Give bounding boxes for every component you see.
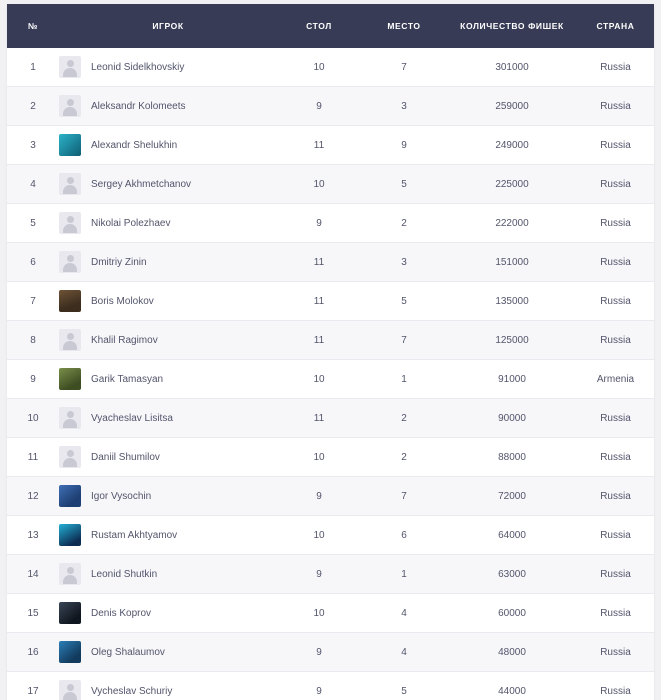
cell-player[interactable]: [59, 243, 277, 282]
user-placeholder-icon: [59, 212, 81, 234]
cell-place: 2: [361, 438, 447, 477]
table-body: [7, 48, 654, 700]
cell-table: 9: [277, 633, 361, 672]
player-cell: [59, 329, 277, 351]
user-placeholder-icon: [59, 680, 81, 700]
user-silhouette-icon: [59, 407, 81, 429]
user-placeholder-icon: [59, 56, 81, 78]
cell-country: Russia: [577, 672, 654, 700]
player-cell: [59, 407, 277, 429]
avatar: [59, 602, 81, 624]
player-name: Denis Koprov: [91, 607, 152, 619]
cell-rank: 2: [7, 87, 59, 126]
column-header-player[interactable]: ИГРОК: [59, 4, 277, 48]
player-name: Leonid Sidelkhovskiy: [91, 61, 185, 73]
table-header: [7, 4, 654, 48]
player-name: Leonid Shutkin: [91, 568, 158, 580]
cell-chips: 135000: [447, 282, 577, 321]
player-name: Alexandr Shelukhin: [91, 139, 178, 151]
cell-rank: 15: [7, 594, 59, 633]
cell-player[interactable]: [59, 282, 277, 321]
cell-country: Russia: [577, 555, 654, 594]
table-row[interactable]: [7, 438, 654, 477]
column-header-number[interactable]: №: [7, 4, 59, 48]
avatar: [59, 641, 81, 663]
player-cell: [59, 56, 277, 78]
player-cell: [59, 563, 277, 585]
cell-chips: 60000: [447, 594, 577, 633]
cell-player[interactable]: [59, 555, 277, 594]
user-placeholder-icon: [59, 95, 81, 117]
user-silhouette-icon: [59, 251, 81, 273]
cell-rank: 1: [7, 48, 59, 87]
player-cell: [59, 485, 277, 507]
user-placeholder-icon: [59, 407, 81, 429]
cell-place: 5: [361, 282, 447, 321]
player-name: Rustam Akhtyamov: [91, 529, 178, 541]
cell-table: 10: [277, 165, 361, 204]
cell-table: 10: [277, 516, 361, 555]
cell-chips: 64000: [447, 516, 577, 555]
cell-table: 9: [277, 672, 361, 700]
user-silhouette-icon: [59, 446, 81, 468]
player-name: Garik Tamasyan: [91, 373, 164, 385]
ranking-table: [7, 4, 654, 700]
player-name: Boris Molokov: [91, 295, 154, 307]
cell-place: 6: [361, 516, 447, 555]
player-cell: [59, 680, 277, 700]
cell-chips: 125000: [447, 321, 577, 360]
player-cell: [59, 173, 277, 195]
cell-place: 7: [361, 321, 447, 360]
column-header-country[interactable]: СТРАНА: [577, 4, 654, 48]
user-silhouette-icon: [59, 56, 81, 78]
cell-place: 5: [361, 165, 447, 204]
cell-rank: 8: [7, 321, 59, 360]
cell-place: 3: [361, 87, 447, 126]
player-cell: [59, 524, 277, 546]
cell-player[interactable]: [59, 399, 277, 438]
user-placeholder-icon: [59, 173, 81, 195]
cell-place: 2: [361, 399, 447, 438]
avatar: [59, 134, 81, 156]
table-row[interactable]: [7, 165, 654, 204]
cell-rank: 5: [7, 204, 59, 243]
cell-place: 7: [361, 48, 447, 87]
cell-player[interactable]: [59, 165, 277, 204]
player-name: Khalil Ragimov: [91, 334, 158, 346]
table-row[interactable]: [7, 477, 654, 516]
player-cell: [59, 641, 277, 663]
cell-player[interactable]: [59, 438, 277, 477]
cell-country: Russia: [577, 477, 654, 516]
cell-player[interactable]: [59, 204, 277, 243]
table-row[interactable]: [7, 360, 654, 399]
cell-country: Russia: [577, 165, 654, 204]
cell-chips: 151000: [447, 243, 577, 282]
cell-table: 9: [277, 204, 361, 243]
user-placeholder-icon: [59, 563, 81, 585]
table-row[interactable]: [7, 87, 654, 126]
player-name: Nikolai Polezhaev: [91, 217, 171, 229]
table-row[interactable]: [7, 399, 654, 438]
cell-rank: 16: [7, 633, 59, 672]
cell-chips: 90000: [447, 399, 577, 438]
cell-place: 5: [361, 672, 447, 700]
column-header-chips[interactable]: КОЛИЧЕСТВО ФИШЕК: [447, 4, 577, 48]
cell-rank: 6: [7, 243, 59, 282]
cell-table: 9: [277, 555, 361, 594]
cell-rank: 12: [7, 477, 59, 516]
cell-country: Russia: [577, 516, 654, 555]
cell-table: 10: [277, 360, 361, 399]
cell-chips: 259000: [447, 87, 577, 126]
cell-rank: 9: [7, 360, 59, 399]
user-silhouette-icon: [59, 95, 81, 117]
cell-place: 7: [361, 477, 447, 516]
cell-table: 10: [277, 438, 361, 477]
cell-player[interactable]: [59, 594, 277, 633]
table-row[interactable]: [7, 282, 654, 321]
user-placeholder-icon: [59, 251, 81, 273]
user-placeholder-icon: [59, 329, 81, 351]
player-name: Vycheslav Schuriy: [91, 685, 173, 697]
player-cell: [59, 446, 277, 468]
cell-chips: 44000: [447, 672, 577, 700]
cell-rank: 4: [7, 165, 59, 204]
column-header-table[interactable]: СТОЛ: [277, 4, 361, 48]
table-row[interactable]: [7, 243, 654, 282]
cell-table: 11: [277, 321, 361, 360]
cell-player[interactable]: [59, 477, 277, 516]
avatar: [59, 368, 81, 390]
cell-table: 11: [277, 126, 361, 165]
player-name: Daniil Shumilov: [91, 451, 160, 463]
cell-chips: 222000: [447, 204, 577, 243]
avatar: [59, 290, 81, 312]
table-row[interactable]: [7, 555, 654, 594]
table-row[interactable]: [7, 321, 654, 360]
column-header-place[interactable]: МЕСТО: [361, 4, 447, 48]
table-header-row: [7, 4, 654, 48]
user-silhouette-icon: [59, 173, 81, 195]
cell-country: Russia: [577, 321, 654, 360]
table-row[interactable]: [7, 516, 654, 555]
player-name: Dmitriy Zinin: [91, 256, 147, 268]
cell-place: 1: [361, 360, 447, 399]
cell-place: 9: [361, 126, 447, 165]
user-silhouette-icon: [59, 563, 81, 585]
cell-country: Russia: [577, 87, 654, 126]
cell-table: 10: [277, 48, 361, 87]
cell-rank: 11: [7, 438, 59, 477]
player-cell: [59, 134, 277, 156]
cell-table: 11: [277, 399, 361, 438]
cell-country: Russia: [577, 282, 654, 321]
cell-table: 9: [277, 477, 361, 516]
ranking-table-container: [7, 4, 654, 700]
cell-player[interactable]: [59, 516, 277, 555]
cell-chips: 225000: [447, 165, 577, 204]
cell-country: Russia: [577, 243, 654, 282]
player-name: Vyacheslav Lisitsa: [91, 412, 173, 424]
cell-country: Russia: [577, 633, 654, 672]
cell-place: 4: [361, 594, 447, 633]
cell-country: Russia: [577, 126, 654, 165]
cell-chips: 88000: [447, 438, 577, 477]
cell-table: 9: [277, 87, 361, 126]
player-cell: [59, 251, 277, 273]
cell-rank: 3: [7, 126, 59, 165]
cell-rank: 17: [7, 672, 59, 700]
cell-chips: 63000: [447, 555, 577, 594]
cell-chips: 91000: [447, 360, 577, 399]
cell-rank: 13: [7, 516, 59, 555]
avatar: [59, 485, 81, 507]
user-silhouette-icon: [59, 680, 81, 700]
cell-rank: 7: [7, 282, 59, 321]
player-cell: [59, 368, 277, 390]
player-cell: [59, 602, 277, 624]
table-row[interactable]: [7, 633, 654, 672]
avatar: [59, 524, 81, 546]
cell-country: Armenia: [577, 360, 654, 399]
cell-country: Russia: [577, 204, 654, 243]
cell-country: Russia: [577, 48, 654, 87]
cell-table: 11: [277, 282, 361, 321]
player-cell: [59, 212, 277, 234]
cell-place: 4: [361, 633, 447, 672]
cell-country: Russia: [577, 594, 654, 633]
cell-rank: 14: [7, 555, 59, 594]
user-silhouette-icon: [59, 329, 81, 351]
cell-chips: 249000: [447, 126, 577, 165]
cell-chips: 48000: [447, 633, 577, 672]
cell-rank: 10: [7, 399, 59, 438]
table-row[interactable]: [7, 672, 654, 700]
cell-chips: 72000: [447, 477, 577, 516]
cell-table: 10: [277, 594, 361, 633]
player-name: Oleg Shalaumov: [91, 646, 165, 658]
cell-player[interactable]: [59, 321, 277, 360]
player-name: Igor Vysochin: [91, 490, 152, 502]
cell-player[interactable]: [59, 360, 277, 399]
table-row[interactable]: [7, 48, 654, 87]
cell-player[interactable]: [59, 126, 277, 165]
player-cell: [59, 290, 277, 312]
cell-place: 1: [361, 555, 447, 594]
table-row[interactable]: [7, 126, 654, 165]
player-cell: [59, 95, 277, 117]
player-name: Aleksandr Kolomeets: [91, 100, 186, 112]
user-placeholder-icon: [59, 446, 81, 468]
table-row[interactable]: [7, 204, 654, 243]
cell-table: 11: [277, 243, 361, 282]
cell-player[interactable]: [59, 48, 277, 87]
table-row[interactable]: [7, 594, 654, 633]
cell-place: 2: [361, 204, 447, 243]
cell-player[interactable]: [59, 672, 277, 700]
cell-chips: 301000: [447, 48, 577, 87]
cell-place: 3: [361, 243, 447, 282]
cell-country: Russia: [577, 399, 654, 438]
player-name: Sergey Akhmetchanov: [91, 178, 192, 190]
cell-player[interactable]: [59, 87, 277, 126]
cell-player[interactable]: [59, 633, 277, 672]
cell-country: Russia: [577, 438, 654, 477]
user-silhouette-icon: [59, 212, 81, 234]
